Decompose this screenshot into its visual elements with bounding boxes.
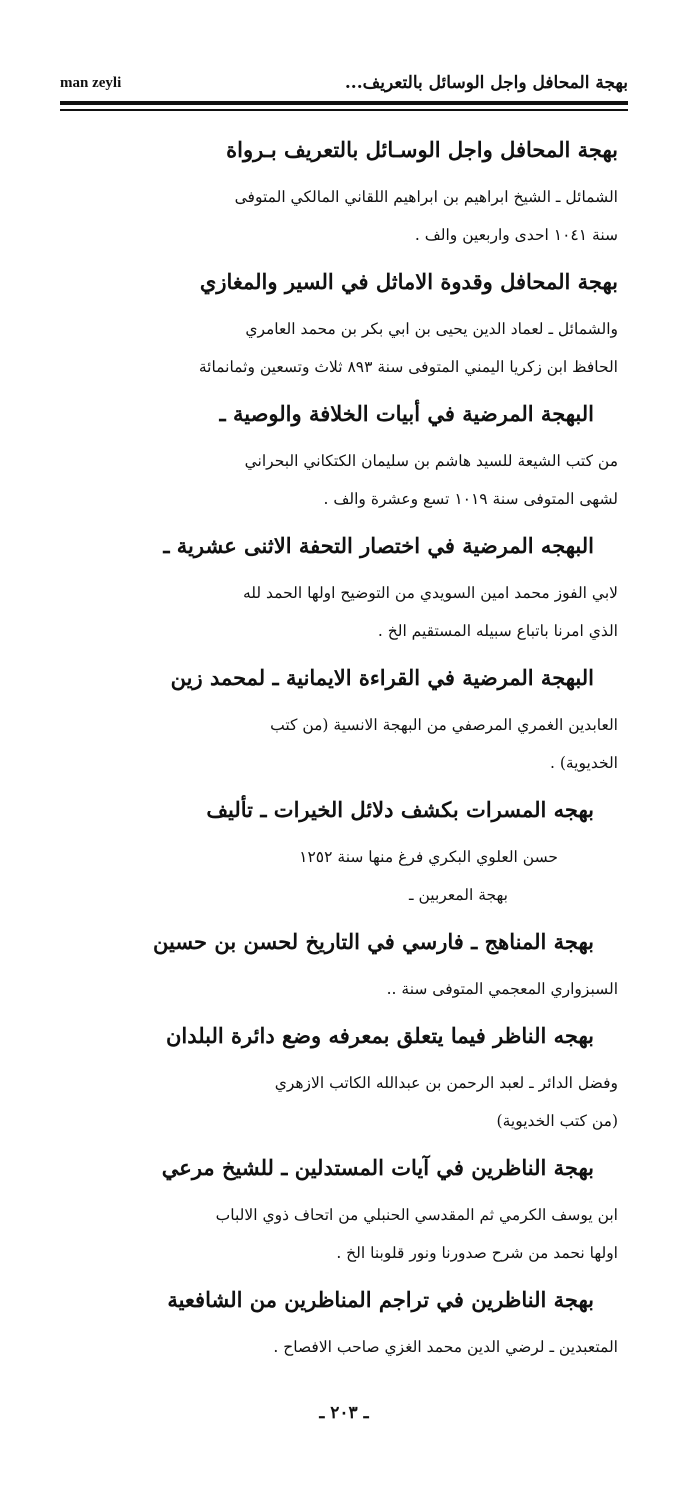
entry-title-line: بهجة الناظرين في تراجم المناظرين من الشافعية	[167, 1287, 594, 1312]
bibliography-entry	[70, 782, 618, 914]
entry-text-line: ابن يوسف الكرمي ثم المقدسي الحنبلي من اتحاف ذوي الالباب	[215, 1206, 618, 1224]
entry-text-line: وفضل الدائر ـ لعبد الرحمن بن عبدالله الكاتب الازهري	[274, 1074, 618, 1092]
entries-list	[70, 122, 618, 1366]
entry-text-line: الشمائل ـ الشيخ ابراهيم بن ابراهيم اللقاني المالكي المتوفى	[234, 188, 618, 206]
bibliography-entry	[70, 914, 618, 1008]
entry-text-line: الخديوية) .	[549, 754, 618, 772]
entry-title-line: البهجة المرضية في أبيات الخلافة والوصية ـ	[219, 401, 594, 426]
bibliography-entry	[70, 650, 618, 782]
entry-text-line: والشمائل ـ لعماد الدين يحيى بن ابي بكر بن محمد العامري	[245, 320, 618, 338]
bibliography-entry	[70, 518, 618, 650]
entry-title-line: بهجة المحافل وقدوة الاماثل في السير والمغازي	[199, 269, 618, 294]
entry-title-line: بهجه المسرات بكشف دلائل الخيرات ـ تأليف	[206, 797, 594, 822]
entry-text-line: اولها نحمد من شرح صدورنا ونور قلوبنا الخ .	[336, 1244, 618, 1262]
bibliography-entry	[70, 1008, 618, 1140]
entry-title-line: بهجة الناظرين في آيات المستدلين ـ للشيخ مرعي	[161, 1155, 594, 1180]
entry-text-line: العابدين الغمري المرصفي من البهجة الانسية (من كتب	[270, 716, 618, 734]
header-left-text: man zeyli	[60, 74, 122, 91]
entry-title-line: بهجة المناهج ـ فارسي في التاريخ لحسن بن حسين	[153, 929, 594, 954]
entry-text-line: الحافظ ابن زكريا اليمني المتوفى سنة ٨٩٣ ثلاث وتسعين وثمانمائة	[198, 358, 618, 376]
entry-text-line: لشهى المتوفى سنة ١٠١٩ تسع وعشرة والف .	[323, 490, 618, 508]
header-rule-thin	[60, 109, 628, 111]
entry-title-line: بهجه الناظر فيما يتعلق بمعرفه وضع دائرة البلدان	[165, 1023, 594, 1048]
entry-title-line: البهجه المرضية في اختصار التحفة الاثنى عشرية ـ	[163, 533, 594, 558]
header-right-text: بهجة المحافل واجل الوسائل بالتعريف...	[344, 73, 628, 93]
entry-text-line: حسن العلوي البكري فرغ منها سنة ١٢٥٢	[299, 848, 558, 866]
entry-text-line: (من كتب الخديوية)	[496, 1112, 618, 1130]
entry-title-line: بهجة المحافل واجل الوسـائل بالتعريف بـرواة	[226, 137, 618, 162]
bibliography-entry	[70, 1272, 618, 1366]
bibliography-entry	[70, 386, 618, 518]
header-rule-thick	[60, 101, 628, 105]
page-number: ـ ٢٠٣ ـ	[319, 1403, 369, 1423]
running-header	[60, 70, 628, 96]
entry-text-line: من كتب الشيعة للسيد هاشم بن سليمان الكتكاني البحراني	[244, 452, 618, 470]
bibliography-entry	[70, 122, 618, 254]
entry-text-line: لابي الفوز محمد امين السويدي من التوضيح اولها الحمد لله	[242, 584, 618, 602]
entry-text-line: بهجة المعربين ـ	[409, 886, 508, 904]
entry-text-line: الذي امرنا باتباع سبيله المستقيم الخ .	[377, 622, 618, 640]
entry-text-line: المتعبدين ـ لرضي الدين محمد الغزي صاحب الافصاح .	[273, 1338, 618, 1356]
entry-title-line: البهجة المرضية في القراءة الايمانية ـ لمحمد زين	[170, 665, 594, 690]
entry-text-line: سنة ١٠٤١ احدى واربعين والف .	[414, 226, 618, 244]
bibliography-entry	[70, 1140, 618, 1272]
bibliography-entry	[70, 254, 618, 386]
entry-text-line: السبزواري المعجمي المتوفى سنة ..	[386, 980, 618, 998]
